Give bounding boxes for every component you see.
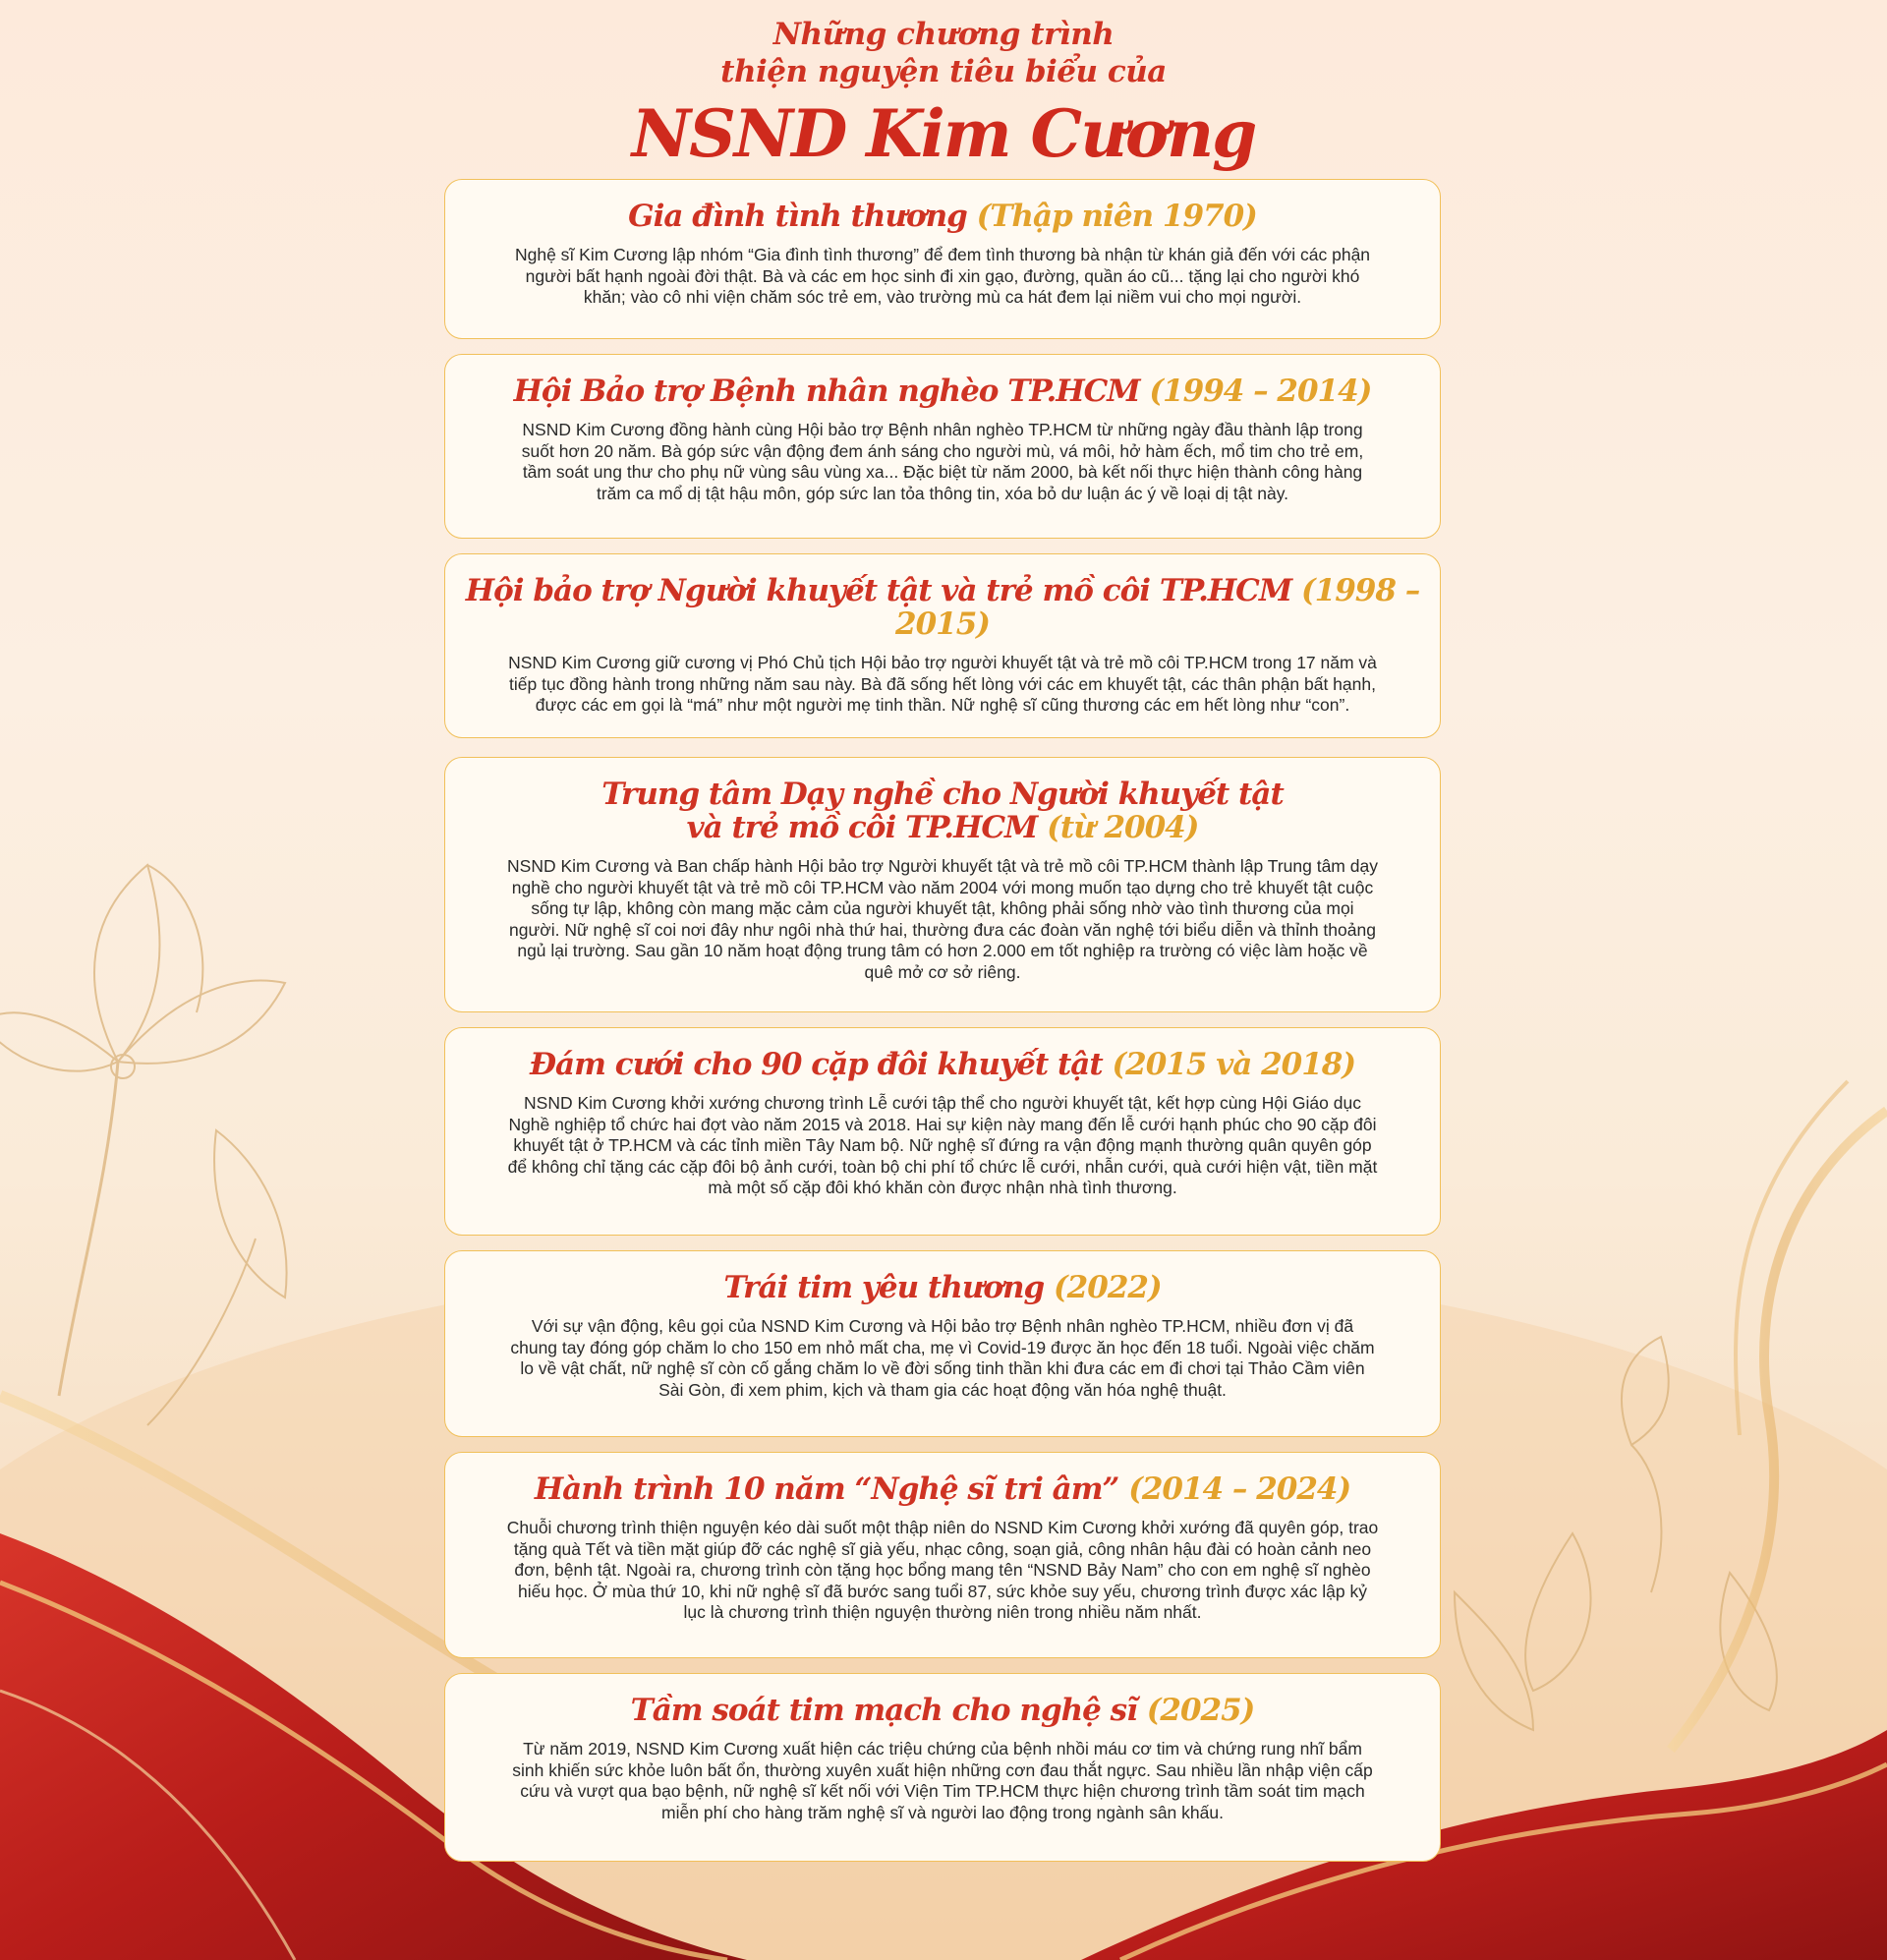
- program-card: [444, 179, 1441, 339]
- program-description: Với sự vận động, kêu gọi của NSND Kim Cương và Hội bảo trợ Bệnh nhân nghèo TP.HCM, nhiều đơn vị đã chung tay đóng góp chăm lo cho 150 em nhỏ mất cha, mẹ vì Covid-19 được ăn học đến 18 tuổi. Ngoài việc chăm lo về vật chất, nữ nghệ sĩ còn cố gắng chăm lo về đời sống tinh thần khi đưa các em đi chơi tại Thảo Cầm viên Sài Gòn, đi xem phim, kịch và tham gia các hoạt động văn hóa nghệ thuật.: [510, 1316, 1375, 1400]
- program-title-main: Đám cưới cho 90 cặp đôi khuyết tật: [529, 1047, 1103, 1082]
- program-title: [445, 1472, 1440, 1506]
- program-year: (2022): [1054, 1270, 1162, 1305]
- program-description: NSND Kim Cương giữ cương vị Phó Chủ tịch Hội bảo trợ người khuyết tật và trẻ mồ côi TP.HCM trong 17 năm và tiếp tục đồng hành trong những năm sau này. Bà đã sống hết lòng với các em khuyết tật, các thân phận bất hạnh, được các em gọi là “má” như một người mẹ tinh thần. Nữ nghệ sĩ cũng thương các em hết lòng như “con”.: [508, 653, 1377, 715]
- program-description: NSND Kim Cương khởi xướng chương trình Lễ cưới tập thể cho người khuyết tật, kết hợp cùng Hội Giáo dục Nghề nghiệp tổ chức hai đợt vào năm 2015 và 2018. Hai sự kiện này mang đến lễ cưới hạnh phúc cho 90 cặp đôi khuyết tật ở TP.HCM và các tỉnh miền Tây Nam bộ. Nữ nghệ sĩ đứng ra vận động mạnh thường quân quyên góp để không chỉ tặng các cặp đôi bộ ảnh cưới, toàn bộ chi phí tổ chức lễ cưới, nhẫn cưới, quà cưới hiện vật, tiền mặt mà một số cặp đôi khó khăn còn được nhận nhà tình thương.: [507, 1093, 1378, 1197]
- program-year: (2014 – 2024): [1128, 1471, 1351, 1507]
- program-card: [444, 553, 1441, 738]
- program-card: [444, 1673, 1441, 1862]
- program-description: NSND Kim Cương đồng hành cùng Hội bảo trợ Bệnh nhân nghèo TP.HCM từ những ngày đầu thành lập trong suốt hơn 20 năm. Bà góp sức vận động đem ánh sáng cho người mù, vá môi, hở hàm ếch, mổ tim cho trẻ em, tầm soát ung thư cho phụ nữ vùng sâu vùng xa... Đặc biệt từ năm 2000, bà kết nối thực hiện thành công hàng trăm ca mổ dị tật hậu môn, góp sức lan tỏa thông tin, xóa bỏ dư luận ác ý về loại dị tật này.: [521, 420, 1364, 503]
- program-title-main: Hội Bảo trợ Bệnh nhân nghèo TP.HCM: [513, 374, 1140, 409]
- program-description: Nghệ sĩ Kim Cương lập nhóm “Gia đình tình thương” để đem tình thương bà nhận từ khán giả đến với các phận người bất hạnh ngoài đời thật. Bà và các em học sinh đi xin gạo, đường, quần áo cũ... tặng lại cho người khó khăn; vào cô nhi viện chăm sóc trẻ em, vào trường mù ca hát đem lại niềm vui cho mọi người.: [514, 245, 1371, 307]
- program-description: Chuỗi chương trình thiện nguyện kéo dài suốt một thập niên do NSND Kim Cương khởi xướng đã quyên góp, trao tặng quà Tết và tiền mặt giúp đỡ các nghệ sĩ già yếu, nhạc công, soạn giả, công nhân hậu đài có hoàn cảnh neo đơn, bệnh tật. Ngoài ra, chương trình còn tặng học bổng mang tên “NSND Bảy Nam” cho con em nghệ sĩ nghèo hiếu học. Ở mùa thứ 10, khi nữ nghệ sĩ đã bước sang tuổi 87, sức khỏe suy yếu, chương trình được xác lập kỷ lục là chương trình thiện nguyện thường niên trong nhiều năm nhất.: [506, 1518, 1379, 1622]
- program-title-main: Gia đình tình thương: [628, 199, 967, 234]
- program-description: Từ năm 2019, NSND Kim Cương xuất hiện các triệu chứng của bệnh nhồi máu cơ tim và chứng rung nhĩ bẩm sinh khiến sức khỏe luôn bất ổn, thường xuyên xuất hiện những cơn đau thắt ngực. Sau nhiều lần nhập viện cấp cứu và vượt qua bạo bệnh, nữ nghệ sĩ kết nối với Viện Tim TP.HCM thực hiện chương trình tầm soát tim mạch miễn phí cho hàng trăm nghệ sĩ và người lao động trong ngành sân khấu.: [512, 1739, 1373, 1822]
- program-year: (1994 – 2014): [1149, 374, 1372, 409]
- program-title: [445, 1694, 1440, 1727]
- program-card: [444, 354, 1441, 539]
- program-year: (2015 và 2018): [1112, 1047, 1356, 1082]
- program-title: [583, 778, 1302, 844]
- program-card: [444, 757, 1441, 1012]
- lotus-left-icon: [0, 865, 287, 1425]
- program-card: [444, 1027, 1441, 1236]
- program-title: [445, 1048, 1440, 1081]
- program-title: [445, 1271, 1440, 1304]
- program-title-main: Trái tim yêu thương: [723, 1270, 1045, 1305]
- program-card: [444, 1250, 1441, 1437]
- program-year: (2025): [1146, 1693, 1255, 1728]
- program-description: NSND Kim Cương và Ban chấp hành Hội bảo trợ Người khuyết tật và trẻ mồ côi TP.HCM thành lập Trung tâm dạy nghề cho người khuyết tật và trẻ mồ côi TP.HCM vào năm 2004 với mong muốn tạo dựng cho trẻ khuyết tật cuộc sống tự lập, không còn mang mặc cảm của người khuyết tật, không phải sống nhờ vào tình thương của mọi người. Nữ nghệ sĩ coi nơi đây như ngôi nhà thứ hai, thường đưa các đoàn văn nghệ tới biểu diễn và thỉnh thoảng ngủ lại trường. Sau gần 10 năm hoạt động trung tâm có hơn 2.000 em tốt nghiệp ra trường có việc làm hoặc về quê mở cơ sở riêng.: [507, 856, 1378, 982]
- program-title-main: Tầm soát tim mạch cho nghệ sĩ: [630, 1693, 1137, 1728]
- program-title: [445, 574, 1440, 641]
- program-year: (từ 2004): [1047, 810, 1199, 845]
- program-title: [445, 200, 1440, 233]
- kicker-line-1: Những chương trình: [772, 17, 1115, 52]
- program-title-main: Hội bảo trợ Người khuyết tật và trẻ mồ côi TP.HCM: [465, 573, 1292, 608]
- program-year: (1998 – 2015): [895, 573, 1420, 642]
- program-title: [445, 375, 1440, 408]
- kicker-line-2: thiện nguyện tiêu biểu của: [720, 54, 1167, 89]
- program-title-main: Hành trình 10 năm “Nghệ sĩ tri âm”: [534, 1471, 1119, 1507]
- page-title: NSND Kim Cương: [631, 95, 1256, 172]
- program-year: (Thập niên 1970): [976, 199, 1257, 234]
- program-title-main: Trung tâm Dạy nghề cho Người khuyết tật và trẻ mồ côi TP.HCM: [601, 777, 1284, 845]
- program-card: [444, 1452, 1441, 1658]
- header: [0, 16, 1887, 173]
